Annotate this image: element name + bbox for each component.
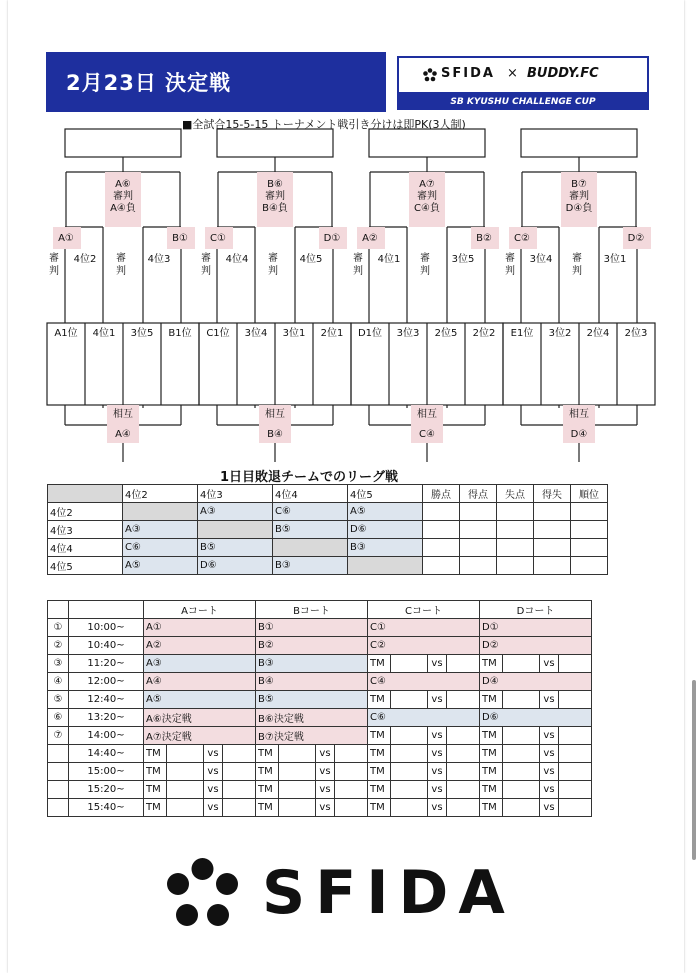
- vs-label: vs: [431, 748, 443, 759]
- final-referee-note: B⑦ 審判 D④負: [565, 179, 593, 214]
- schedule-row: [48, 709, 592, 727]
- league-score-cell: [460, 557, 497, 575]
- bracket-box: [521, 129, 637, 157]
- mutual-referee-label: 相互: [569, 409, 589, 420]
- scrollbar[interactable]: [692, 680, 696, 860]
- vs-label: vs: [207, 784, 219, 795]
- schedule-header-court-b: Bコート: [256, 601, 368, 619]
- tm-label: TM: [370, 694, 385, 705]
- referee-label: 審 判: [572, 253, 582, 277]
- schedule-court-cell: [368, 799, 480, 817]
- score-slot: [502, 691, 540, 708]
- score-slot: [166, 745, 204, 762]
- schedule-row: [48, 781, 592, 799]
- league-cell-self: [348, 557, 423, 575]
- schedule-court-cell: [368, 763, 480, 781]
- vs-label: vs: [431, 784, 443, 795]
- league-score-cell: [571, 539, 608, 557]
- score-slot: [558, 727, 591, 744]
- league-cell: B③: [348, 539, 423, 557]
- semi-match-code-right: D①: [323, 233, 341, 244]
- league-header-cell: 得点: [460, 485, 497, 503]
- league-cell: B⑤: [273, 521, 348, 539]
- schedule-court-cell: A⑥決定戦: [144, 709, 256, 727]
- league-header-corner: [48, 485, 123, 503]
- mutual-referee-code: C④: [419, 429, 435, 440]
- league-row-label: 4位4: [48, 539, 123, 557]
- vs-label: vs: [319, 766, 331, 777]
- tm-label: TM: [258, 766, 273, 777]
- tm-label: TM: [146, 802, 161, 813]
- league-row-label: 4位5: [48, 557, 123, 575]
- vs-label: vs: [431, 658, 443, 669]
- league-cell-self: [273, 539, 348, 557]
- score-slot: [390, 727, 428, 744]
- semi-right-pairing: 3位1: [603, 254, 627, 265]
- vs-label: vs: [543, 766, 555, 777]
- tm-label: TM: [482, 784, 497, 795]
- bracket-lines: [0, 0, 700, 470]
- league-cell: A⑤: [348, 503, 423, 521]
- score-slot: [390, 799, 428, 816]
- vs-label: vs: [207, 802, 219, 813]
- schedule-match-number: ⑤: [48, 691, 69, 709]
- schedule-court-cell: B④: [256, 673, 368, 691]
- league-cell: C⑥: [123, 539, 198, 557]
- schedule-time: 15:00~: [69, 763, 144, 781]
- schedule-court-cell: B⑦決定戦: [256, 727, 368, 745]
- vs-label: vs: [431, 730, 443, 741]
- score-slot: [446, 655, 479, 672]
- league-score-cell: [460, 521, 497, 539]
- schedule-header-court-c: Cコート: [368, 601, 480, 619]
- score-slot: [390, 763, 428, 780]
- score-slot: [390, 691, 428, 708]
- schedule-court-cell: D④: [480, 673, 592, 691]
- schedule-time: 14:40~: [69, 745, 144, 763]
- mutual-referee-label: 相互: [265, 409, 285, 420]
- semi-right-pairing: 4位3: [147, 254, 171, 265]
- schedule-court-cell: A⑦決定戦: [144, 727, 256, 745]
- score-slot: [558, 763, 591, 780]
- schedule-court-cell: [144, 781, 256, 799]
- score-slot: [278, 781, 316, 798]
- score-slot: [558, 655, 591, 672]
- tm-label: TM: [370, 784, 385, 795]
- referee-label: 審 判: [420, 253, 430, 277]
- schedule-match-number: ②: [48, 637, 69, 655]
- score-slot: [390, 781, 428, 798]
- league-score-cell: [534, 557, 571, 575]
- score-slot: [502, 799, 540, 816]
- schedule-court-cell: [480, 799, 592, 817]
- tm-label: TM: [482, 766, 497, 777]
- team-slot-label: 3位3: [396, 328, 420, 339]
- schedule-time: 10:40~: [69, 637, 144, 655]
- league-header-cell: 失点: [497, 485, 534, 503]
- semi-match-code-left: A②: [362, 233, 378, 244]
- league-row-label: 4位2: [48, 503, 123, 521]
- league-row: [48, 521, 608, 539]
- vs-label: vs: [543, 784, 555, 795]
- tm-label: TM: [370, 658, 385, 669]
- schedule-court-cell: [144, 763, 256, 781]
- league-score-cell: [571, 521, 608, 539]
- score-slot: [446, 781, 479, 798]
- tm-label: TM: [258, 748, 273, 759]
- league-row: [48, 503, 608, 521]
- bracket-box: [369, 129, 485, 157]
- schedule-court-cell: A④: [144, 673, 256, 691]
- league-score-cell: [423, 521, 460, 539]
- score-slot: [166, 763, 204, 780]
- vs-label: vs: [543, 802, 555, 813]
- league-cell: C⑥: [273, 503, 348, 521]
- score-slot: [278, 745, 316, 762]
- schedule-header-court-d: Dコート: [480, 601, 592, 619]
- score-slot: [334, 781, 367, 798]
- schedule-time: 14:00~: [69, 727, 144, 745]
- schedule-court-cell: A③: [144, 655, 256, 673]
- team-slot-label: 4位1: [92, 328, 116, 339]
- vs-label: vs: [543, 748, 555, 759]
- score-slot: [558, 691, 591, 708]
- schedule-row: [48, 727, 592, 745]
- schedule-court-cell: C②: [368, 637, 480, 655]
- schedule-header-row: [48, 601, 592, 619]
- team-slot-label: 2位2: [472, 328, 496, 339]
- referee-label: 審 判: [505, 253, 515, 277]
- score-slot: [502, 781, 540, 798]
- tm-label: TM: [146, 748, 161, 759]
- partner-name: BUDDY.FC: [527, 66, 599, 81]
- score-slot: [278, 763, 316, 780]
- schedule-row: [48, 655, 592, 673]
- semi-left-pairing: 3位4: [529, 254, 553, 265]
- page-title: 2月23日 決定戦: [66, 71, 232, 95]
- schedule-court-cell: [480, 763, 592, 781]
- schedule-match-number: ④: [48, 673, 69, 691]
- team-slot-label: B1位: [168, 328, 192, 339]
- score-slot: [558, 799, 591, 816]
- tm-label: TM: [482, 802, 497, 813]
- footer-logo-text: SFIDA: [262, 858, 515, 928]
- mutual-referee-code: D④: [570, 429, 588, 440]
- score-slot: [446, 799, 479, 816]
- semi-match-code-right: B①: [172, 233, 188, 244]
- tm-label: TM: [370, 766, 385, 777]
- score-slot: [334, 799, 367, 816]
- league-score-cell: [497, 539, 534, 557]
- league-score-cell: [460, 503, 497, 521]
- cup-name: SB KYUSHU CHALLENGE CUP: [397, 94, 649, 110]
- tm-label: TM: [482, 658, 497, 669]
- vs-label: vs: [207, 766, 219, 777]
- vs-label: vs: [543, 694, 555, 705]
- schedule-court-cell: A②: [144, 637, 256, 655]
- tm-label: TM: [146, 766, 161, 777]
- schedule-match-number: ⑥: [48, 709, 69, 727]
- team-slot-label: 3位1: [282, 328, 306, 339]
- tm-label: TM: [482, 694, 497, 705]
- schedule-court-cell: [368, 691, 480, 709]
- schedule-court-cell: [480, 691, 592, 709]
- league-title: 1日目敗退チームでのリーグ戦: [220, 470, 399, 485]
- schedule-court-cell: [480, 727, 592, 745]
- schedule-court-cell: A⑤: [144, 691, 256, 709]
- schedule-court-cell: [256, 799, 368, 817]
- league-score-cell: [571, 557, 608, 575]
- referee-label: 審 判: [49, 253, 59, 277]
- league-header-cell: 4位2: [123, 485, 198, 503]
- schedule-time: 12:00~: [69, 673, 144, 691]
- score-slot: [222, 799, 255, 816]
- league-score-cell: [571, 503, 608, 521]
- schedule-table: [47, 600, 592, 817]
- team-slot-label: 2位4: [586, 328, 610, 339]
- league-cell: A⑤: [123, 557, 198, 575]
- times-sign: ×: [507, 66, 518, 81]
- semi-right-pairing: 4位5: [299, 254, 323, 265]
- league-score-cell: [423, 539, 460, 557]
- schedule-court-cell: D①: [480, 619, 592, 637]
- league-cell: D⑥: [198, 557, 273, 575]
- tm-label: TM: [146, 784, 161, 795]
- score-slot: [222, 763, 255, 780]
- final-referee-note: A⑦ 審判 C④負: [414, 179, 440, 214]
- team-slot-label: 2位5: [434, 328, 458, 339]
- mutual-referee-code: B④: [267, 429, 283, 440]
- schedule-time: 12:40~: [69, 691, 144, 709]
- score-slot: [222, 781, 255, 798]
- vs-label: vs: [431, 802, 443, 813]
- league-header-cell: 順位: [571, 485, 608, 503]
- sfida-flower-icon: [165, 857, 240, 932]
- schedule-court-cell: B②: [256, 637, 368, 655]
- score-slot: [166, 799, 204, 816]
- score-slot: [390, 655, 428, 672]
- league-score-cell: [534, 521, 571, 539]
- semi-match-code-left: A①: [58, 233, 74, 244]
- league-score-cell: [423, 557, 460, 575]
- rule-note: ■全試合15-5-15 トーナメント戦引き分けは即PK(3人制): [182, 118, 466, 131]
- schedule-time: 10:00~: [69, 619, 144, 637]
- league-score-cell: [460, 539, 497, 557]
- schedule-row: [48, 745, 592, 763]
- score-slot: [446, 745, 479, 762]
- score-slot: [446, 763, 479, 780]
- schedule-match-number: [48, 763, 69, 781]
- vs-label: vs: [431, 766, 443, 777]
- team-slot-label: 3位5: [130, 328, 154, 339]
- schedule-header-cell: [69, 601, 144, 619]
- semi-match-code-left: C②: [514, 233, 530, 244]
- league-table: [47, 484, 608, 575]
- score-slot: [446, 727, 479, 744]
- final-referee-note: B⑥ 審判 B④負: [262, 179, 288, 214]
- league-score-cell: [534, 503, 571, 521]
- league-score-cell: [497, 521, 534, 539]
- tm-label: TM: [258, 802, 273, 813]
- vs-label: vs: [319, 784, 331, 795]
- schedule-court-cell: [144, 745, 256, 763]
- schedule-court-cell: D⑥: [480, 709, 592, 727]
- schedule-row: [48, 637, 592, 655]
- league-cell-self: [123, 503, 198, 521]
- league-row-label: 4位3: [48, 521, 123, 539]
- semi-left-pairing: 4位2: [73, 254, 97, 265]
- schedule-court-cell: [368, 655, 480, 673]
- league-cell: B③: [273, 557, 348, 575]
- bracket-box: [217, 129, 333, 157]
- league-header-cell: 4位5: [348, 485, 423, 503]
- schedule-court-cell: [368, 745, 480, 763]
- score-slot: [222, 745, 255, 762]
- schedule-header-court-a: Aコート: [144, 601, 256, 619]
- schedule-time: 11:20~: [69, 655, 144, 673]
- score-slot: [166, 781, 204, 798]
- team-slot-label: D1位: [357, 328, 383, 339]
- league-score-cell: [534, 539, 571, 557]
- schedule-court-cell: C⑥: [368, 709, 480, 727]
- schedule-row: [48, 673, 592, 691]
- team-slot-label: 2位3: [624, 328, 648, 339]
- league-header-cell: 得失: [534, 485, 571, 503]
- schedule-court-cell: [368, 781, 480, 799]
- league-header-cell: 勝点: [423, 485, 460, 503]
- schedule-court-cell: [480, 745, 592, 763]
- schedule-court-cell: [256, 763, 368, 781]
- schedule-match-number: ③: [48, 655, 69, 673]
- vs-label: vs: [319, 748, 331, 759]
- schedule-match-number: [48, 745, 69, 763]
- score-slot: [502, 745, 540, 762]
- schedule-row: [48, 763, 592, 781]
- league-header-cell: 4位4: [273, 485, 348, 503]
- schedule-court-cell: C①: [368, 619, 480, 637]
- schedule-header-cell: [48, 601, 69, 619]
- tm-label: TM: [370, 802, 385, 813]
- league-cell-self: [198, 521, 273, 539]
- score-slot: [446, 691, 479, 708]
- schedule-row: [48, 799, 592, 817]
- bracket-box: [65, 129, 181, 157]
- tm-label: TM: [482, 730, 497, 741]
- team-slot-label: A1位: [54, 328, 78, 339]
- team-slot-label: C1位: [206, 328, 230, 339]
- league-row: [48, 539, 608, 557]
- sponsor-name: SFIDA: [441, 66, 495, 81]
- semi-match-code-right: D②: [627, 233, 645, 244]
- schedule-match-number: [48, 781, 69, 799]
- schedule-time: 15:40~: [69, 799, 144, 817]
- score-slot: [558, 781, 591, 798]
- final-referee-note: A⑥ 審判 A④負: [110, 179, 136, 214]
- mutual-referee-code: A④: [115, 429, 131, 440]
- semi-left-pairing: 4位4: [225, 254, 249, 265]
- schedule-match-number: ⑦: [48, 727, 69, 745]
- score-slot: [558, 745, 591, 762]
- mutual-referee-label: 相互: [417, 409, 437, 420]
- score-slot: [502, 727, 540, 744]
- vs-label: vs: [319, 802, 331, 813]
- tm-label: TM: [370, 730, 385, 741]
- league-score-cell: [497, 557, 534, 575]
- tm-label: TM: [258, 784, 273, 795]
- league-cell: B⑤: [198, 539, 273, 557]
- tm-label: TM: [482, 748, 497, 759]
- schedule-court-cell: B⑥決定戦: [256, 709, 368, 727]
- schedule-court-cell: [144, 799, 256, 817]
- team-slot-label: 3位4: [244, 328, 268, 339]
- score-slot: [502, 763, 540, 780]
- league-score-cell: [423, 503, 460, 521]
- schedule-match-number: ①: [48, 619, 69, 637]
- referee-label: 審 判: [353, 253, 363, 277]
- referee-label: 審 判: [268, 253, 278, 277]
- league-cell: A③: [123, 521, 198, 539]
- score-slot: [334, 745, 367, 762]
- league-header-row: [48, 485, 608, 503]
- vs-label: vs: [431, 694, 443, 705]
- schedule-court-cell: D②: [480, 637, 592, 655]
- team-slot-label: 3位2: [548, 328, 572, 339]
- score-slot: [278, 799, 316, 816]
- schedule-court-cell: [480, 655, 592, 673]
- tournament-bracket: [0, 0, 700, 470]
- league-row: [48, 557, 608, 575]
- tm-label: TM: [370, 748, 385, 759]
- league-score-cell: [497, 503, 534, 521]
- team-slot-label: 2位1: [320, 328, 344, 339]
- league-cell: A③: [198, 503, 273, 521]
- team-slot-label: E1位: [510, 328, 534, 339]
- referee-label: 審 判: [116, 253, 126, 277]
- schedule-time: 13:20~: [69, 709, 144, 727]
- score-slot: [502, 655, 540, 672]
- referee-label: 審 判: [201, 253, 211, 277]
- schedule-court-cell: [256, 781, 368, 799]
- league-cell: D⑥: [348, 521, 423, 539]
- schedule-court-cell: A①: [144, 619, 256, 637]
- league-header-cell: 4位3: [198, 485, 273, 503]
- schedule-court-cell: [480, 781, 592, 799]
- schedule-court-cell: C④: [368, 673, 480, 691]
- semi-left-pairing: 4位1: [377, 254, 401, 265]
- vs-label: vs: [207, 748, 219, 759]
- schedule-court-cell: B③: [256, 655, 368, 673]
- semi-right-pairing: 3位5: [451, 254, 475, 265]
- mutual-referee-label: 相互: [113, 409, 133, 420]
- score-slot: [390, 745, 428, 762]
- schedule-row: [48, 619, 592, 637]
- vs-label: vs: [543, 658, 555, 669]
- schedule-court-cell: [368, 727, 480, 745]
- score-slot: [334, 763, 367, 780]
- schedule-court-cell: [256, 745, 368, 763]
- schedule-court-cell: B①: [256, 619, 368, 637]
- semi-match-code-right: B②: [476, 233, 492, 244]
- schedule-court-cell: B⑤: [256, 691, 368, 709]
- schedule-match-number: [48, 799, 69, 817]
- schedule-row: [48, 691, 592, 709]
- vs-label: vs: [543, 730, 555, 741]
- semi-match-code-left: C①: [210, 233, 226, 244]
- schedule-time: 15:20~: [69, 781, 144, 799]
